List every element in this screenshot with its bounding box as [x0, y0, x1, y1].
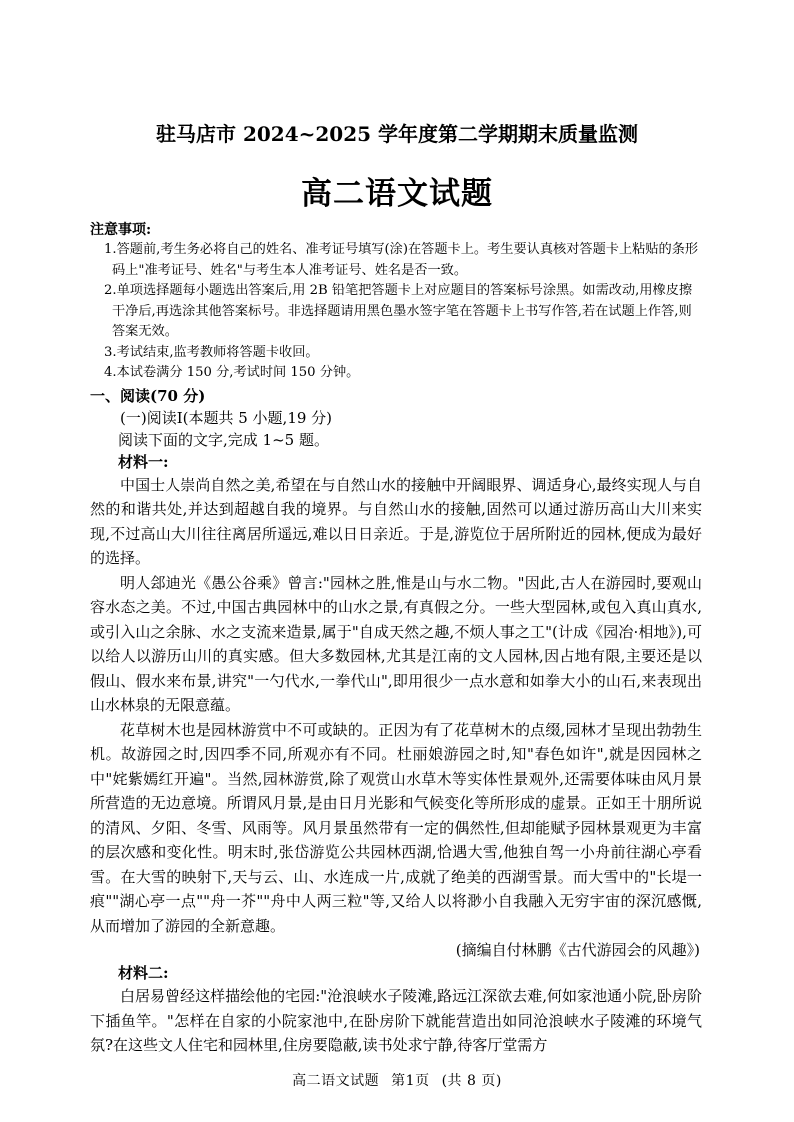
notice-item: 3.考试结束,监考教师将答题卡收回。	[104, 344, 319, 360]
material1-paragraph: 中国士人崇尚自然之美,希望在与自然山水的接触中开阔眼界、调适身心,最终实现人与自然的和谐共处,并达到超越自我的境界。与自然山水的接触,固然可以通过游历高山大川来实现,不过高山大川往往离居所遥远,难以日日亲近。于是,游览位于居所附近的园林,便成为最好的选择。	[90, 475, 702, 567]
material2-label: 材料二:	[118, 964, 169, 982]
footer-total-pages: (共 8 页)	[441, 1073, 502, 1089]
subject-title: 高二语文试题	[301, 176, 493, 212]
notice-item: 1.答题前,考生务必将自己的姓名、准考证号填写(涂)在答题卡上。考生要认真核对答题卡上粘贴的条形码上"准考证号、姓名"与考生本人准考证号、姓名是否一致。	[104, 242, 699, 278]
page-footer	[0, 1070, 794, 1090]
footer-page-number: 第1页	[391, 1073, 430, 1089]
material1-paragraph: 花草树木也是园林游赏中不可或缺的。正因为有了花草树木的点缀,园林才呈现出勃勃生机。故游园之时,因四季不同,所观亦有不同。杜丽娘游园之时,知"春色如许",就是因园林之中"姹紫嫣红开遍"。当然,园林游赏,除了观赏山水草木等实体性景观外,还需要体味由风月景所营造的无边意境。所谓风月景,是由日月光影和气候变化等所形成的虚景。正如王十朋所说的清风、夕阳、冬雪、风雨等。风月景虽然带有一定的偶然性,但却能赋予园林景观更为丰富的层次感和变化性。明末时,张岱游览公共园林西湖,恰遇大雪,他独自驾一小舟前往湖心亭看雪。在大雪的映射下,天与云、山、水连成一片,成就了绝美的西湖雪景。而大雪中的"长堤一痕""湖心亭一点""舟一芥""舟中人两三粒"等,又给人以将渺小自我融入无穷宇宙的深沉感慨,从而增加了游园的全新意趣。	[90, 720, 703, 935]
notice-label: 注意事项:	[90, 222, 152, 238]
subsection-heading: (一)阅读Ⅰ(本题共 5 小题,19 分)	[120, 408, 333, 427]
page-content	[90, 220, 702, 1058]
exam-title: 驻马店市 2024~2025 学年度第二学期期末质量监测	[155, 122, 638, 146]
material1-source: (摘编自付林鹏《古代游园会的风趣》)	[455, 941, 700, 959]
material2-paragraph: 白居易曾经这样描绘他的宅园:"沧浪峡水子陵滩,路远江深欲去难,何如家池通小院,卧房阶下插鱼竿。"怎样在自家的小院家池中,在卧房阶下就能营造出如同沧浪峡水子陵滩的环境气氛?在这些文人住宅和园林里,住房要隐蔽,读书处求宁静,待客厅堂需方	[90, 987, 702, 1054]
notice-item: 2.单项选择题每小题选出答案后,用 2B 铅笔把答题卡上对应题目的答案标号涂黑。如需改动,用橡皮擦干净后,再选涂其他答案标号。非选择题请用黑色墨水签字笔在答题卡上书写作答,若在试题上作答,则答案无效。	[104, 283, 693, 339]
material1-label: 材料一:	[118, 452, 169, 471]
section-instruction: 阅读下面的文字,完成 1~5 题。	[118, 430, 329, 449]
notice-item: 4.本试卷满分 150 分,考试时间 150 分钟。	[104, 365, 360, 380]
section-heading: 一、阅读(70 分)	[90, 386, 206, 405]
material1-paragraph: 明人郐迪光《愚公谷乘》曾言:"园林之胜,惟是山与水二物。"因此,古人在游园时,要观山容水态之美。不过,中国古典园林中的山水之景,有真假之分。一些大型园林,或包入真山真水,或引入山之余脉、水之支流来造景,属于"自成天然之趣,不烦人事之工"(计成《园冶·相地》),可以给人以游历山川的真实感。但大多数园林,尤其是江南的文人园林,因占地有限,主要还是以假山、假水来布景,讲究"一勺代水,一拳代山",即用很少一点水意和如拳大小的山石,来表现出山水林泉的无限意蕴。	[90, 573, 702, 714]
footer-subject: 高二语文试题	[292, 1073, 380, 1089]
